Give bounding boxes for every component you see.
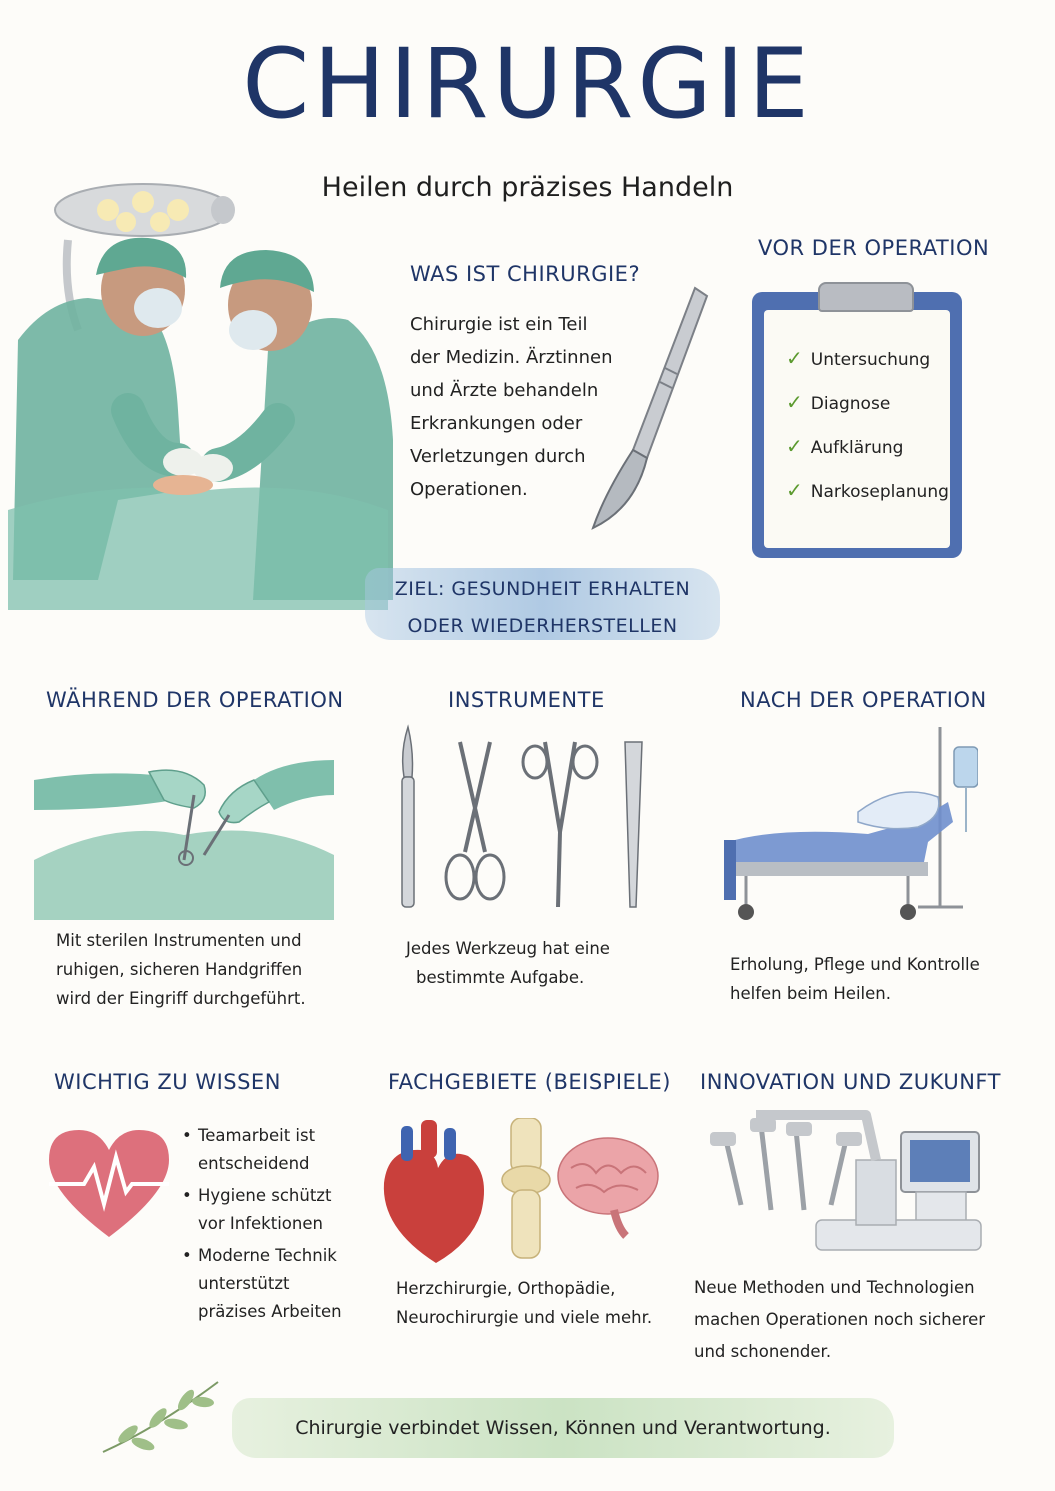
instruments-line: Jedes Werkzeug hat eine <box>406 939 610 958</box>
instruments-text <box>406 934 646 992</box>
clipboard-clip <box>818 282 914 312</box>
important-heading: WICHTIG ZU WISSEN <box>54 1070 281 1094</box>
checklist-item: ✓ Narkoseplanung <box>786 478 949 502</box>
check-icon: ✓ <box>786 390 803 414</box>
specialties-line: Neurochirurgie und viele mehr. <box>396 1308 653 1327</box>
during-text <box>56 926 356 1013</box>
important-list <box>182 1122 352 1330</box>
after-text <box>730 950 1010 1008</box>
what-line: Verletzungen durch <box>410 446 586 467</box>
heart-organ-icon <box>384 1120 484 1263</box>
brain-icon <box>558 1138 658 1236</box>
heartbeat-heart-icon <box>44 1122 174 1242</box>
innovation-text <box>694 1272 994 1368</box>
goal-line: ZIEL: GESUNDHEIT ERHALTEN <box>394 578 691 600</box>
during-line: wird der Eingriff durchgeführt. <box>56 989 306 1008</box>
goal-banner <box>365 568 720 640</box>
check-icon: ✓ <box>786 346 803 370</box>
knee-joint-icon <box>502 1118 550 1258</box>
specialties-line: Herzchirurgie, Orthopädie, <box>396 1279 616 1298</box>
what-line: der Medizin. Ärztinnen <box>410 347 613 368</box>
page-title: CHIRURGIE <box>242 28 813 140</box>
list-item: • Hygiene schützt vor Infektionen <box>182 1182 352 1238</box>
surgical-robot-icon <box>696 1110 986 1265</box>
during-heading: WÄHREND DER OPERATION <box>46 688 344 712</box>
checklist-item: ✓ Diagnose <box>786 390 891 414</box>
checklist-item: ✓ Untersuchung <box>786 346 931 370</box>
organs-illustration <box>376 1118 666 1268</box>
hospital-bed-illustration <box>718 722 978 927</box>
checklist-item: ✓ Aufklärung <box>786 434 904 458</box>
scalpel-icon <box>402 727 414 907</box>
after-line: helfen beim Heilen. <box>730 984 891 1003</box>
innovation-line: machen Operationen noch sicherer <box>694 1310 986 1329</box>
innovation-line: Neue Methoden und Technologien <box>694 1278 975 1297</box>
instruments-illustration <box>390 722 660 917</box>
goal-line: ODER WIEDERHERSTELLEN <box>407 615 678 637</box>
footer-banner <box>232 1398 894 1458</box>
footer-text: Chirurgie verbindet Wissen, Können und Verantwortung. <box>295 1417 831 1439</box>
list-item: • Teamarbeit ist entscheidend <box>182 1122 352 1178</box>
innovation-heading: INNOVATION UND ZUKUNFT <box>700 1070 1001 1094</box>
during-line: ruhigen, sicheren Handgriffen <box>56 960 303 979</box>
instruments-heading: INSTRUMENTE <box>448 688 605 712</box>
what-line: Erkrankungen oder <box>410 413 583 434</box>
after-line: Erholung, Pflege und Kontrolle <box>730 955 980 974</box>
clamp-icon <box>523 742 597 907</box>
page-subtitle: Heilen durch präzises Handeln <box>321 172 734 203</box>
olive-branch-icon <box>98 1372 228 1462</box>
scissors-icon <box>446 742 504 899</box>
what-line: und Ärzte behandeln <box>410 380 599 401</box>
during-line: Mit sterilen Instrumenten und <box>56 931 302 950</box>
specialties-heading: FACHGEBIETE (BEISPIELE) <box>388 1070 671 1094</box>
before-heading: VOR DER OPERATION <box>758 236 990 260</box>
what-line: Chirurgie ist ein Teil <box>410 314 588 335</box>
innovation-line: und schonender. <box>694 1342 832 1361</box>
forceps-icon <box>625 742 642 907</box>
surgeons-illustration <box>8 180 398 610</box>
after-heading: NACH DER OPERATION <box>740 688 987 712</box>
what-line: Operationen. <box>410 479 528 500</box>
what-heading: WAS IST CHIRURGIE? <box>410 262 641 286</box>
gloved-hands-illustration <box>34 740 334 920</box>
list-item: • Moderne Technik unterstützt präzises Arbeiten <box>182 1242 352 1326</box>
check-icon: ✓ <box>786 434 803 458</box>
scalpel-icon <box>585 278 715 538</box>
check-icon: ✓ <box>786 478 803 502</box>
specialties-text <box>396 1274 686 1332</box>
instruments-line: bestimmte Aufgabe. <box>416 968 585 987</box>
